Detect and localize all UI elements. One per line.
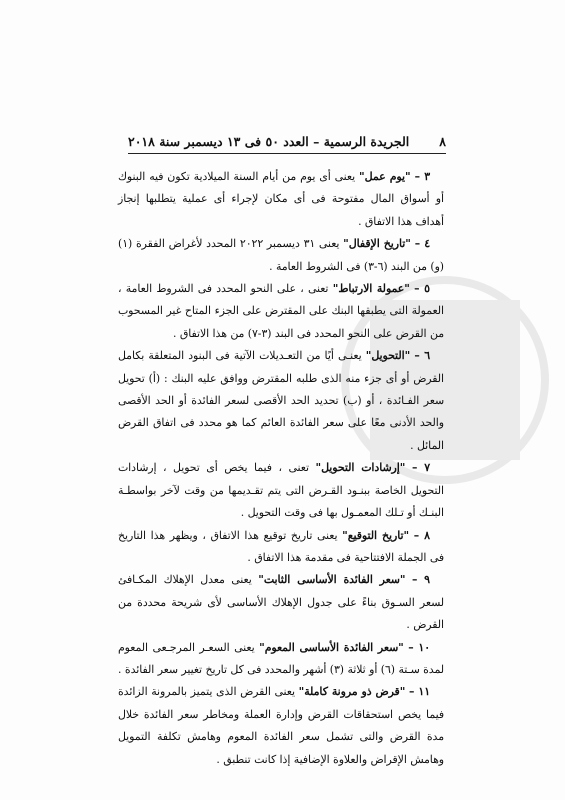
- clause-number: ٨ –: [413, 528, 430, 542]
- clause: [118, 569, 444, 636]
- clause-term: "سعر الفائدة الأساسى المعوم": [259, 640, 404, 654]
- clause: [118, 525, 444, 570]
- clause-number: ٣ –: [414, 170, 431, 183]
- clause-text: يعنى أى يوم من أيام السنة الميلادية تكون فيه البنوك أو أسواق المال مفتوحة فى أى مكان لإجراء أى عملية يتطلبها إنجاز أهداف هذا الاتفاق .: [118, 170, 444, 228]
- clause-term: "سعر الفائدة الأساسى الثابت": [258, 573, 406, 587]
- clause: [118, 233, 444, 278]
- clause-term: "يوم عمل": [359, 170, 411, 183]
- page-number: ٨: [439, 133, 446, 149]
- clause-text: يعنى القرض الذى يتميز بالمرونة الزائدة فيما يخص استحقاقات القرض وإدارة العملة ومخاطر سعر الفائدة خلال مدة القرض والتى تشمل سعر الفائدة المعوم وهامش تكلفة التمويل وهامش الإقراض والعلاوة الإضافية إذا كانت تنطبق .: [118, 685, 444, 766]
- gazette-title: الجريدة الرسمية – العدد ٥٠ فى ١٣ ديسمبر سنة ٢٠١٨: [128, 133, 410, 149]
- clause-text: يعنى معدل الإهلاك المكـافئ لسعر السـوق بناءً على جدول الإهلاك الأساسى لأى شريحة محددة من القرض .: [118, 573, 444, 632]
- clause: [118, 278, 444, 345]
- clause: [118, 166, 444, 233]
- clause-term: "إرشادات التحويل": [315, 461, 406, 475]
- clause: [118, 637, 444, 682]
- clause-term: "التحويل": [365, 349, 411, 363]
- clause-text: يعنى ٣١ ديسمبر ٢٠٢٢ المحدد لأغراض الفقرة (١) (و) من البند (٦-٣) فى الشروط العامة .: [118, 237, 444, 273]
- clause: [118, 345, 444, 457]
- clause-term: "تاريخ الإقفال": [343, 237, 411, 251]
- document-body: [118, 166, 444, 771]
- clause-number: ١١ –: [409, 685, 430, 699]
- clause: [118, 457, 444, 524]
- clause-term: "قرض ذو مرونة كاملة": [298, 685, 406, 699]
- clause-number: ١٠ –: [408, 640, 430, 654]
- clause-term: "عمولة الارتباط": [332, 282, 410, 296]
- clause-number: ٥ –: [414, 282, 430, 296]
- clause-text: يعنى السعـر المرجـعى المعوم لمدة سـتة (٦) أو ثلاثة (٣) أشهر والمحدد فى كل تاريخ تغيير سعر الفائدة .: [118, 640, 444, 676]
- clause-number: ٩ –: [411, 573, 430, 587]
- clause-text: تعنى ، فيما يخص أى تحويل ، إرشادات التحويل الخاصة ببنـود القـرض التى يتم تقـديمها من وقت لآخر بواسطـة البنـك أو تـلك المعمـول بها فى وقت التحويل .: [118, 461, 444, 520]
- page-header: [128, 130, 446, 152]
- clause-number: ٧ –: [411, 461, 430, 475]
- clause-number: ٦ –: [414, 349, 430, 363]
- clause: [118, 681, 444, 771]
- clause-text: يعنـى أيًا من التعـديلات الآتية فى البنود المتعلقة بكامل القرض أو أى جزء منه الذى طلبه المقترض ووافق عليه البنك : (أ) تحويل سعر الفـائدة ، أو (ب) تحديد الحد الأقصى لسعر الفائدة أو الحد الأقصى والحد الأدنى معًا على سعر الفائدة العائم كما هو محدد فى اتفاق القرض المائل .: [118, 349, 444, 452]
- clause-number: ٤ –: [414, 237, 430, 251]
- clause-text: يعنى تاريخ توقيع هذا الاتفاق ، ويظهر هذا التاريخ فى الجملة الافتتاحية فى مقدمة هذا الاتفاق .: [118, 528, 444, 564]
- header-divider: [128, 153, 446, 154]
- clause-text: تعنى ، على النحو المحدد فى الشروط العامة ، العمولة التى يطبقها البنك على المقترض على الجزء المتاح غير المسحوب من القرض على النحو المحدد فى البند (٣-٧) من هذا الاتفاق .: [118, 282, 444, 340]
- clause-term: "تاريخ التوقيع": [342, 528, 410, 542]
